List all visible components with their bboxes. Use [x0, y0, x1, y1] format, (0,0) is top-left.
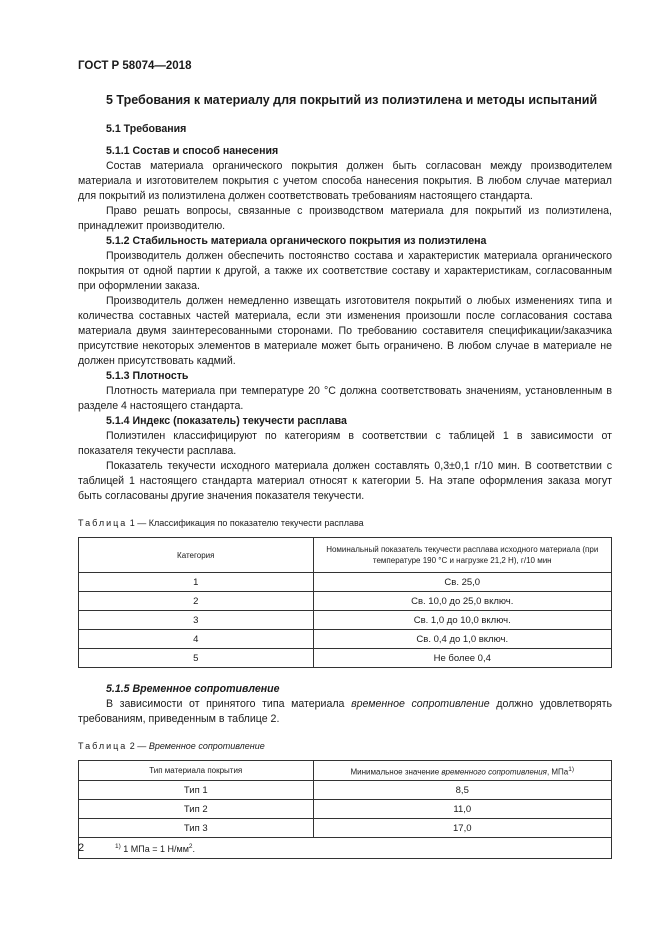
category-cell: 3: [79, 611, 314, 630]
table-row: [79, 819, 612, 838]
category-cell: 4: [79, 630, 314, 649]
clause-5-1-1-title: 5.1.1 Состав и способ нанесения: [106, 145, 279, 157]
section-title: 5 Требования к материалу для покрытий из полиэтилена и методы испытаний: [106, 93, 598, 107]
value-cell: Св. 25,0: [313, 573, 611, 592]
type-cell: Тип 3: [79, 819, 314, 838]
column-header-category: Категория: [79, 538, 314, 573]
table-row: [79, 800, 612, 819]
value-cell: Св. 1,0 до 10,0 включ.: [313, 611, 611, 630]
caption-italic: Временное сопротивление: [148, 741, 265, 751]
table-row: [79, 781, 612, 800]
standard-header: ГОСТ Р 58074—2018: [78, 60, 192, 72]
type-cell: Тип 2: [79, 800, 314, 819]
table-1: [78, 537, 612, 668]
caption-text: 1 — Классификация по показателю текучести расплава: [127, 518, 364, 528]
page-number: 2: [78, 842, 85, 854]
paragraph: Полиэтилен классифицируют по категориям в соответствии с таблицей 1 в зависимости от показателя текучести расплава.: [78, 430, 612, 457]
table-2-caption: Таблица 2 — Временное сопротивление: [78, 741, 265, 751]
value-cell: 17,0: [313, 819, 611, 838]
clause-5-1-2-title: 5.1.2 Стабильность материала органического покрытия из полиэтилена: [106, 235, 487, 247]
paragraph: В зависимости от принятого типа материала временное сопротивление должно удовлетворять требованиям, приведенным в таблице 2.: [78, 698, 612, 725]
subsection-title: 5.1 Требования: [106, 123, 187, 135]
table-row: [79, 630, 612, 649]
value-cell: 11,0: [313, 800, 611, 819]
type-cell: Тип 1: [79, 781, 314, 800]
value-cell: Не более 0,4: [313, 649, 611, 668]
paragraph: Производитель должен немедленно извещать изготовителя покрытий о любых изменениях типа и количества составных частей материала, если эти изменения произошли после согласования состава материала двумя заинтересованными сторонами. По требованию составителя спецификации/заказчика присутствие некоторых элементов в материале может быть ограничено. В любом случае в материале не должен присутствовать кадмий.: [78, 295, 612, 367]
table-footnote: $^{1)}$ 1 МПа = 1 $Н/мм^2$.: [79, 838, 612, 859]
paragraph: Производитель должен обеспечить постоянство состава и характеристик материала органического покрытия от одной партии к другой, а также их соответствие составу и характеристикам, согласованным при оформлении заказа.: [78, 250, 612, 292]
table-row: [79, 592, 612, 611]
table-header-row: [79, 538, 612, 573]
column-header-tensile-strength: Минимальное значение временного сопротивления, МПа$^{1)}$: [313, 761, 611, 781]
value-cell: Св. 0,4 до 1,0 включ.: [313, 630, 611, 649]
paragraph: Состав материала органического покрытия должен быть согласован между производителем материала и изготовителем покрытия с учетом способа нанесения покрытия. В любом случае материал для покрытий из полиэтилена должен соответствовать требованиям настоящего стандарта.: [78, 160, 612, 202]
clause-5-1-3-title: 5.1.3 Плотность: [106, 370, 189, 382]
table-row: [79, 573, 612, 592]
value-cell: 8,5: [313, 781, 611, 800]
caption-label: Таблица: [78, 741, 128, 751]
category-cell: 2: [79, 592, 314, 611]
category-cell: 5: [79, 649, 314, 668]
table-row: [79, 649, 612, 668]
column-header-material-type: Тип материала покрытия: [79, 761, 314, 781]
clause-5-1-4-title: 5.1.4 Индекс (показатель) текучести расплава: [106, 415, 347, 427]
table-row: [79, 611, 612, 630]
caption-label: Таблица: [78, 518, 128, 528]
page-content: [78, 92, 612, 859]
table-header-row: [79, 761, 612, 781]
table-footnote-row: [79, 838, 612, 859]
paragraph: Плотность материала при температуре 20 °С должна соответствовать значениям, установленным в разделе 4 настоящего стандарта.: [78, 385, 612, 412]
column-header-melt-index: Номинальный показатель текучести расплава исходного материала (при температуре 190 °С и нагрузке 21,2 Н), г/10 мин: [313, 538, 611, 573]
paragraph: Показатель текучести исходного материала должен составлять 0,3±0,1 г/10 мин. В соответствии с таблицей 1 настоящего стандарта материал относят к категории 5. На этапе оформления заказа могут быть согласованы другие значения показателя текучести.: [78, 460, 612, 502]
table-1-caption: [78, 516, 612, 531]
value-cell: Св. 10,0 до 25,0 включ.: [313, 592, 611, 611]
clause-5-1-5-title: 5.1.5 Временное сопротивление: [106, 683, 280, 695]
table-2: [78, 760, 612, 859]
category-cell: 1: [79, 573, 314, 592]
paragraph: Право решать вопросы, связанные с производством материала для покрытий из полиэтилена, принадлежит производителю.: [78, 205, 612, 232]
